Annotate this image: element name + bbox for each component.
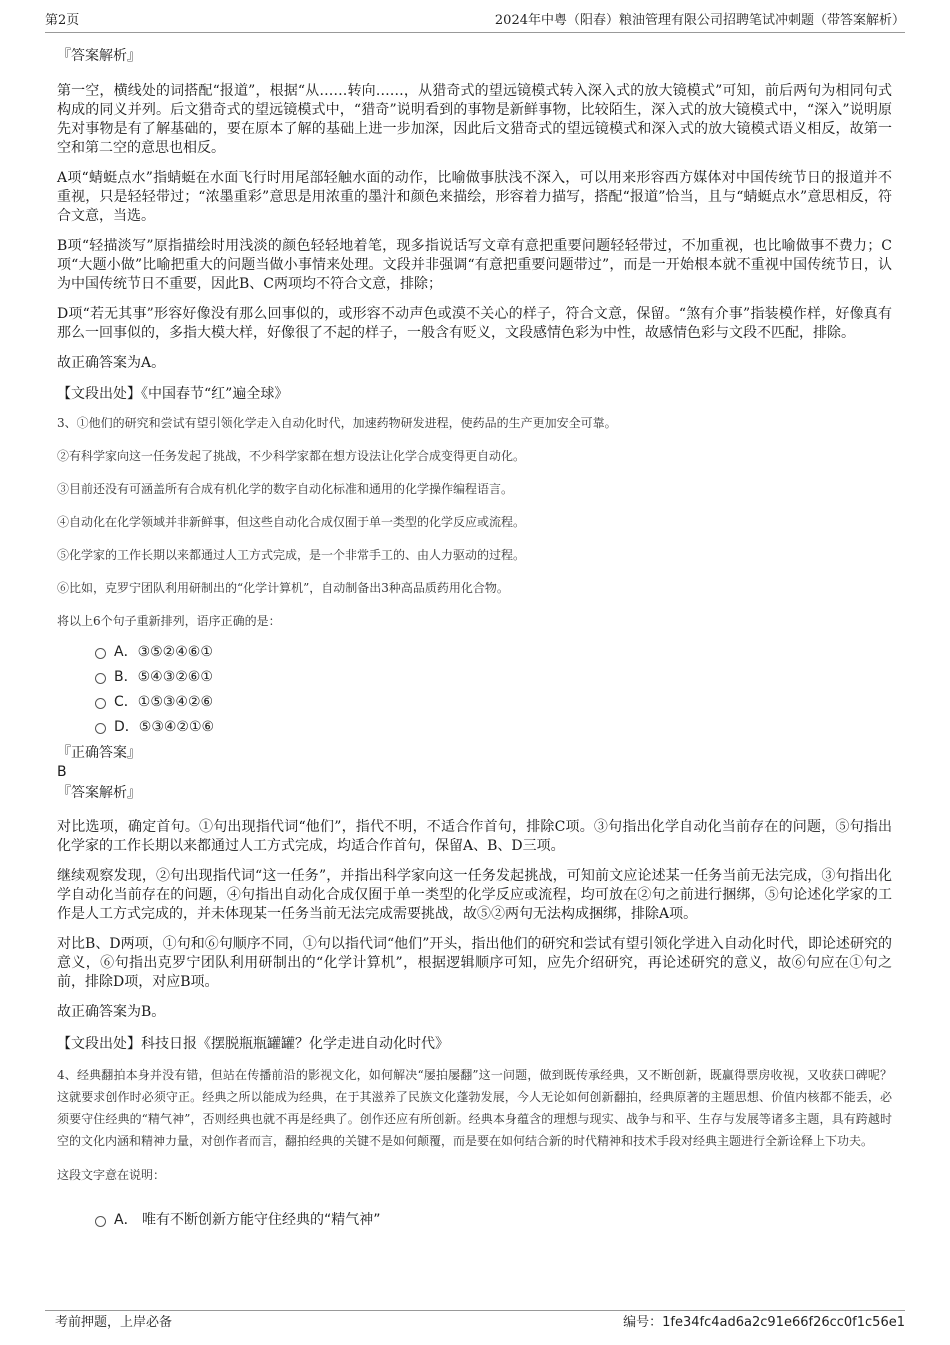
footer-slogan: 考前押题，上岸必备 [55, 1315, 173, 1330]
radio-icon[interactable] [95, 1216, 106, 1227]
correct-answer: B [57, 764, 67, 780]
option-b[interactable] [57, 665, 892, 690]
option-c[interactable] [57, 690, 892, 715]
question-text: 4、经典翻拍本身并没有错，但站在传播前沿的影视文化，如何解决“屡拍屡翻”这一问题，做到既传承经典，又不断创新，既赢得票房收视，又收获口碑呢？这就要求创作时必须守正。经典之所以能成为经典，在于其滋养了民族文化蓬勃发展，今人无论如何创新翻拍，经典原著的主题思想、价值内核都不能丢，必须要守住经典的“精气神”，否则经典也就不再是经典了。创作还应有所创新。经典本身蕴含的理想与现实、战争与和平、生存与发展等诸多主题，具有跨越时空的文化内涵和精神力量，对创作者而言，翻拍经典的关键不是如何颠覆，而是要在如何结合新的时代精神和技术手段对经典主题进行全新诠释上下功夫。 [57, 1068, 892, 1148]
analysis-paragraph: B项“轻描淡写”原指描绘时用浅淡的颜色轻轻地着笔，现多指说话写文章有意把重要问题轻轻带过，不加重视，也比喻做事不费力；C项“大题小做”比喻把重大的问题当做小事情来处理。文段并非强调“有意把重要问题带过”，而是一开始根本就不重视中国传统节日，认为中国传统节日不重要，因此B、C两项均不符合文意，排除； [57, 238, 892, 292]
page-number: 第2页 [45, 13, 80, 28]
radio-icon[interactable] [95, 648, 106, 659]
option-label: A．③⑤②④⑥① [114, 644, 213, 660]
analysis-paragraph: 对比选项，确定首句。①句出现指代词“他们”，指代不明，不适合作首句，排除C项。③句指出化学自动化当前存在的问题，⑤句指出化学家的工作长期以来都通过人工方式完成，均适合作首句，保留A、B、D三项。 [57, 819, 892, 854]
sentence-1: 3、①他们的研究和尝试有望引领化学走入自动化时代，加速药物研发进程，使药品的生产更加安全可靠。 [57, 416, 617, 430]
analysis-paragraph: 继续观察发现，②句出现指代词“这一任务”，并指出科学家向这一任务发起挑战，可知前文应论述某一任务当前无法完成，③句指出化学自动化当前存在的问题，④句指出自动化合成仅囿于单一类型的化学反应或流程，均可放在②句之前进行捆绑，⑤句论述化学家的工作是人工方式完成的，并未体现某一任务当前无法完成需要挑战，故⑤②两句无法构成捆绑，排除A项。 [57, 868, 892, 922]
sentence-6: ⑥比如，克罗宁团队利用研制出的“化学计算机”，自动制备出3种高品质药用化合物。 [57, 581, 509, 595]
source-citation: 【文段出处】科技日报《摆脱瓶瓶罐罐？化学走进自动化时代》 [57, 1036, 449, 1052]
radio-icon[interactable] [95, 698, 106, 709]
question-prompt: 这段文字意在说明： [57, 1168, 166, 1182]
option-d[interactable] [57, 715, 892, 740]
document-id: 编号：1fe34fc4ad6a2c91e66f26cc0f1c56e1 [623, 1315, 905, 1330]
options-list [57, 640, 892, 740]
conclusion: 故正确答案为B。 [57, 1004, 166, 1020]
option-a[interactable] [57, 640, 892, 665]
source-citation: 【文段出处】《中国春节“红”遍全球》 [57, 386, 289, 402]
document-title: 2024年中粤（阳春）粮油管理有限公司招聘笔试冲刺题（带答案解析） [494, 13, 905, 28]
analysis-paragraph: 对比B、D两项，①句和⑥句顺序不同，①句以指代词“他们”开头，指出他们的研究和尝试有望引领化学进入自动化时代，即论述研究的意义，⑥句指出克罗宁团队利用研制出的“化学计算机”，根据逻辑顺序可知，应先介绍研究，再论述研究的意义，故⑥句应在①句之前，排除D项，对应B项。 [57, 936, 892, 990]
radio-icon[interactable] [95, 723, 106, 734]
document-content [57, 45, 892, 1233]
sentence-4: ④自动化在化学领域并非新鲜事，但这些自动化合成仅囿于单一类型的化学反应或流程。 [57, 515, 526, 529]
option-label: A． 唯有不断创新方能守住经典的“精气神” [114, 1212, 381, 1228]
conclusion: 故正确答案为A。 [57, 355, 166, 371]
question-4 [57, 1064, 892, 1233]
option-a[interactable] [57, 1208, 892, 1233]
analysis-paragraph: D项“若无其事”形容好像没有那么回事似的，或形容不动声色或漠不关心的样子，符合文意，保留。“煞有介事”指装模作样，好像真有那么一回事似的，多指大模大样，好像很了不起的样子，一般含有贬义，文段感情色彩为中性，故感情色彩与文段不匹配，排除。 [57, 306, 892, 341]
option-label: D．⑤③④②①⑥ [114, 719, 215, 735]
option-label: C．①⑤③④②⑥ [114, 694, 214, 710]
sentence-3: ③目前还没有可涵盖所有合成有机化学的数字自动化标准和通用的化学操作编程语言。 [57, 482, 514, 496]
question-3 [57, 412, 892, 1054]
analysis-paragraph: 第一空，横线处的词搭配“报道”，根据“从……转向……，从猎奇式的望远镜模式转入深入式的放大镜模式”可知，前后两句为相同句式构成的同义并列。后文猎奇式的望远镜模式中，“猎奇”说明看到的事物是新鲜事物，比较陌生，深入式的放大镜模式中，“深入”说明原先对事物是有了解基础的，要在原本了解的基础上进一步加深，因此后文猎奇式的望远镜模式和深入式的放大镜模式语义相反，故第一空和第二空的意思也相反。 [57, 83, 892, 156]
analysis-paragraph: A项“蜻蜓点水”指蜻蜓在水面飞行时用尾部轻触水面的动作，比喻做事肤浅不深入，可以用来形容西方媒体对中国传统节日的报道并不重视，只是轻轻带过；“浓墨重彩”意思是用浓重的墨汁和颜色来描绘，形容着力描写，搭配“报道”恰当，且与“蜻蜓点水”意思相反，符合文意，当选。 [57, 170, 892, 224]
question-prompt: 将以上6个句子重新排列，语序正确的是： [57, 614, 281, 628]
options-list [57, 1208, 892, 1233]
sentence-5: ⑤化学家的工作长期以来都通过人工方式完成，是一个非常手工的、由人力驱动的过程。 [57, 548, 526, 562]
radio-icon[interactable] [95, 673, 106, 684]
option-label: B．⑤④③②⑥① [114, 669, 213, 685]
page-header [45, 10, 905, 33]
analysis-label: 『答案解析』 [57, 48, 141, 64]
analysis-label: 『答案解析』 [57, 785, 141, 801]
sentence-2: ②有科学家向这一任务发起了挑战，不少科学家都在想方设法让化学合成变得更自动化。 [57, 449, 526, 463]
answer-label: 『正确答案』 [57, 745, 141, 761]
page-footer [45, 1310, 905, 1335]
